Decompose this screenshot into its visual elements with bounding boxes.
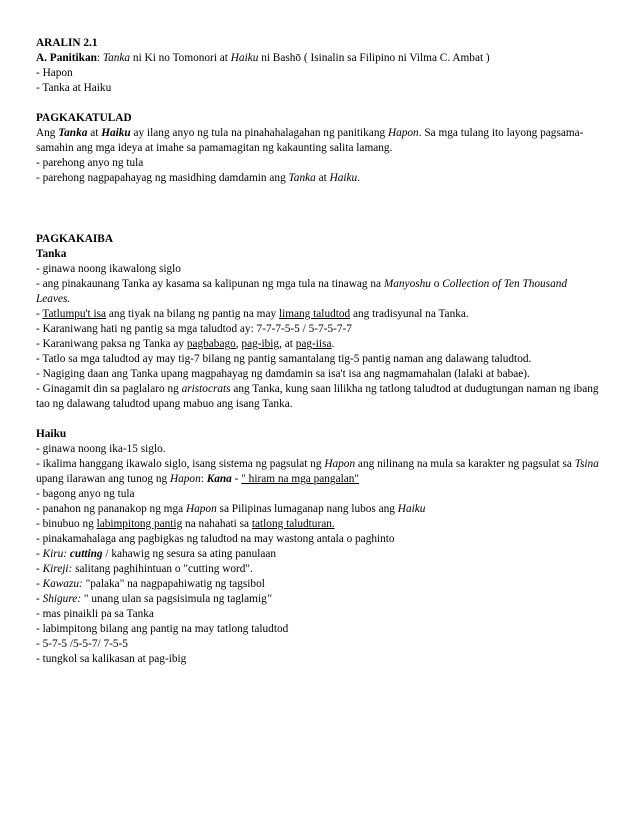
kawazu-term: Kawazu: [42, 578, 83, 590]
tsina-word: Tsina [574, 458, 599, 470]
hapon-word: Hapon [169, 473, 201, 485]
text-run: na nahahati sa [182, 518, 252, 530]
list-item: - parehong anyo ng tula [36, 157, 144, 169]
list-item: - ginawa noong ika-15 siglo. [36, 443, 166, 455]
underlined-text: tatlong taludturan. [251, 518, 335, 530]
text-run: ang tradisyunal na Tanka. [350, 308, 469, 320]
text-run: salitang paghihintuan o "cutting word". [72, 563, 253, 575]
colon: : [96, 52, 103, 64]
list-item: - labimpitong bilang ang pantig na may tatlong taludtod [36, 623, 289, 635]
underlined-text: labimpitong pantig [96, 518, 183, 530]
panitikan-label: A. Panitikan [36, 52, 97, 64]
kiru-term: Kiru: [42, 548, 70, 560]
text-run: - Ginagamit din sa paglalaro ng [36, 383, 182, 395]
pagkakatulad-paragraph [36, 126, 602, 156]
text-run: at [87, 127, 102, 139]
panitikan-text: ni Ki no Tomonori at [130, 52, 231, 64]
tanka-word: Tanka [288, 172, 316, 184]
text-run: . [357, 172, 361, 184]
text-run: ang nilinang na mula sa karakter ng pagsulat sa [355, 458, 575, 470]
list-item [36, 562, 602, 577]
text-run: , [235, 338, 242, 350]
list-item: - ginawa noong ikawalong siglo [36, 263, 181, 275]
panitikan-line [36, 51, 602, 66]
text-run: . [331, 338, 335, 350]
list-item: - Hapon [36, 67, 73, 79]
text-run: - ang pinakaunang Tanka ay kasama sa kalipunan ng mga tula na tinawag na [36, 278, 384, 290]
list-item: - bagong anyo ng tula [36, 488, 135, 500]
document-body [36, 36, 602, 667]
text-run: , at [279, 338, 296, 350]
text-run: o [430, 278, 443, 290]
collection-title: Collection of Ten Thousand Leaves. [36, 278, 568, 305]
text-run: ay ilang anyo ng tula na pinahahalagahan ng panitikang [130, 127, 388, 139]
tanka-word: Tanka [58, 127, 88, 139]
list-item [36, 502, 602, 517]
underlined-text: pag-iisa [295, 338, 332, 350]
hapon-word: Hapon [324, 458, 356, 470]
text-run: - Karaniwang paksa ng Tanka ay [36, 338, 187, 350]
text-run: - [36, 563, 43, 575]
text-run: sa Pilipinas lumaganap nang lubos ang [216, 503, 398, 515]
list-item [36, 457, 602, 487]
list-item: - Tanka at Haiku [36, 82, 112, 94]
haiku-word: Haiku [329, 172, 358, 184]
list-item [36, 307, 602, 322]
list-item: - 5-7-5 /5-5-7/ 7-5-5 [36, 638, 128, 650]
subheading-tanka: Tanka [36, 248, 67, 260]
text-run: - parehong nagpapahayag ng masidhing damdamin ang [36, 172, 289, 184]
subheading-haiku: Haiku [36, 428, 67, 440]
text-run: - [36, 548, 43, 560]
manyoshu-word: Manyoshu [383, 278, 431, 290]
text-run: upang ilarawan ang tunog ng [36, 473, 170, 485]
text-run: ang Tanka, kung saan lilikha ng tatlong taludtod at dudugtungan naman ng ibang tao ng dalawang taludtod upang mabuo ang isang Tanka. [36, 383, 599, 410]
text-run: - panahon ng pananakop ng mga [36, 503, 186, 515]
text-run: / kahawig ng sesura sa ating panulaan [102, 548, 277, 560]
text-run: "palaka" na nagpapahiwatig ng tagsibol [82, 578, 265, 590]
list-item: - Karaniwang hati ng pantig sa mga taludtod ay: 7-7-7-5-5 / 5-7-5-7-7 [36, 323, 352, 335]
list-item [36, 382, 602, 412]
kana-word: Kana [206, 473, 232, 485]
text-run: ang tiyak na bilang ng pantig na may [106, 308, 279, 320]
text-run: " unang ulan sa pagsisimula ng taglamig [81, 593, 267, 605]
haiku-word: Haiku [230, 52, 259, 64]
underlined-text: pag-ibig [241, 338, 280, 350]
list-item [36, 577, 602, 592]
text-run: - [231, 473, 242, 485]
underlined-text: " hiram na mga pangalan" [241, 473, 360, 485]
list-item [36, 337, 602, 352]
tanka-word: Tanka [102, 52, 131, 64]
text-run: - ikalima hanggang ikawalo siglo, isang sistema ng pagsulat ng [36, 458, 325, 470]
section-heading-pagkakaiba: PAGKAKAIBA [36, 233, 113, 245]
list-item: - Nagiging daan ang Tanka upang magpahayag ng damdamin sa isa't isa ang nagmamahalan (lalaki at babae). [36, 368, 530, 380]
list-item: - Tatlo sa mga taludtod ay may tig-7 bilang ng pantig samantalang tig-5 pantig naman ang dalawang taludtod. [36, 353, 532, 365]
text-run: - binubuo ng [36, 518, 97, 530]
list-item: - tungkol sa kalikasan at pag-ibig [36, 653, 187, 665]
section-heading-pagkakatulad: PAGKAKATULAD [36, 112, 132, 124]
text-run: . Sa mga tulang ito layong pagsama-samahin ang mga ideya at imahe sa pamamagitan ng kakaunting salita lamang. [36, 127, 584, 154]
haiku-word: Haiku [397, 503, 426, 515]
list-item: - mas pinaikli pa sa Tanka [36, 608, 154, 620]
text-run: - [36, 578, 43, 590]
list-item [36, 171, 602, 186]
text-run: - [36, 593, 43, 605]
list-item [36, 517, 602, 532]
underlined-text: pagbabago [186, 338, 236, 350]
underlined-text: Tatlumpu't isa [42, 308, 107, 320]
haiku-word: Haiku [101, 127, 131, 139]
cutting-word: cutting [69, 548, 103, 560]
kireji-term: Kireji: [42, 563, 73, 575]
lesson-title: ARALIN 2.1 [36, 37, 98, 49]
shigure-term: Shigure: [42, 593, 82, 605]
text-run: Ang [36, 127, 59, 139]
hapon-word: Hapon [387, 127, 419, 139]
underlined-text: limang taludtod [278, 308, 351, 320]
text-run: : [200, 473, 207, 485]
hapon-word: Hapon [185, 503, 217, 515]
panitikan-text: ni Bashō ( Isinalin sa Filipino ni Vilma C. Ambat ) [258, 52, 490, 64]
list-item: - pinakamahalaga ang pagbigkas ng taludtod na may wastong antala o paghinto [36, 533, 395, 545]
list-item [36, 277, 602, 307]
text-run: " [266, 593, 272, 605]
list-item [36, 592, 602, 607]
text-run: - [36, 308, 43, 320]
aristocrats-word: aristocrats [181, 383, 231, 395]
text-run: at [315, 172, 330, 184]
list-item [36, 547, 602, 562]
